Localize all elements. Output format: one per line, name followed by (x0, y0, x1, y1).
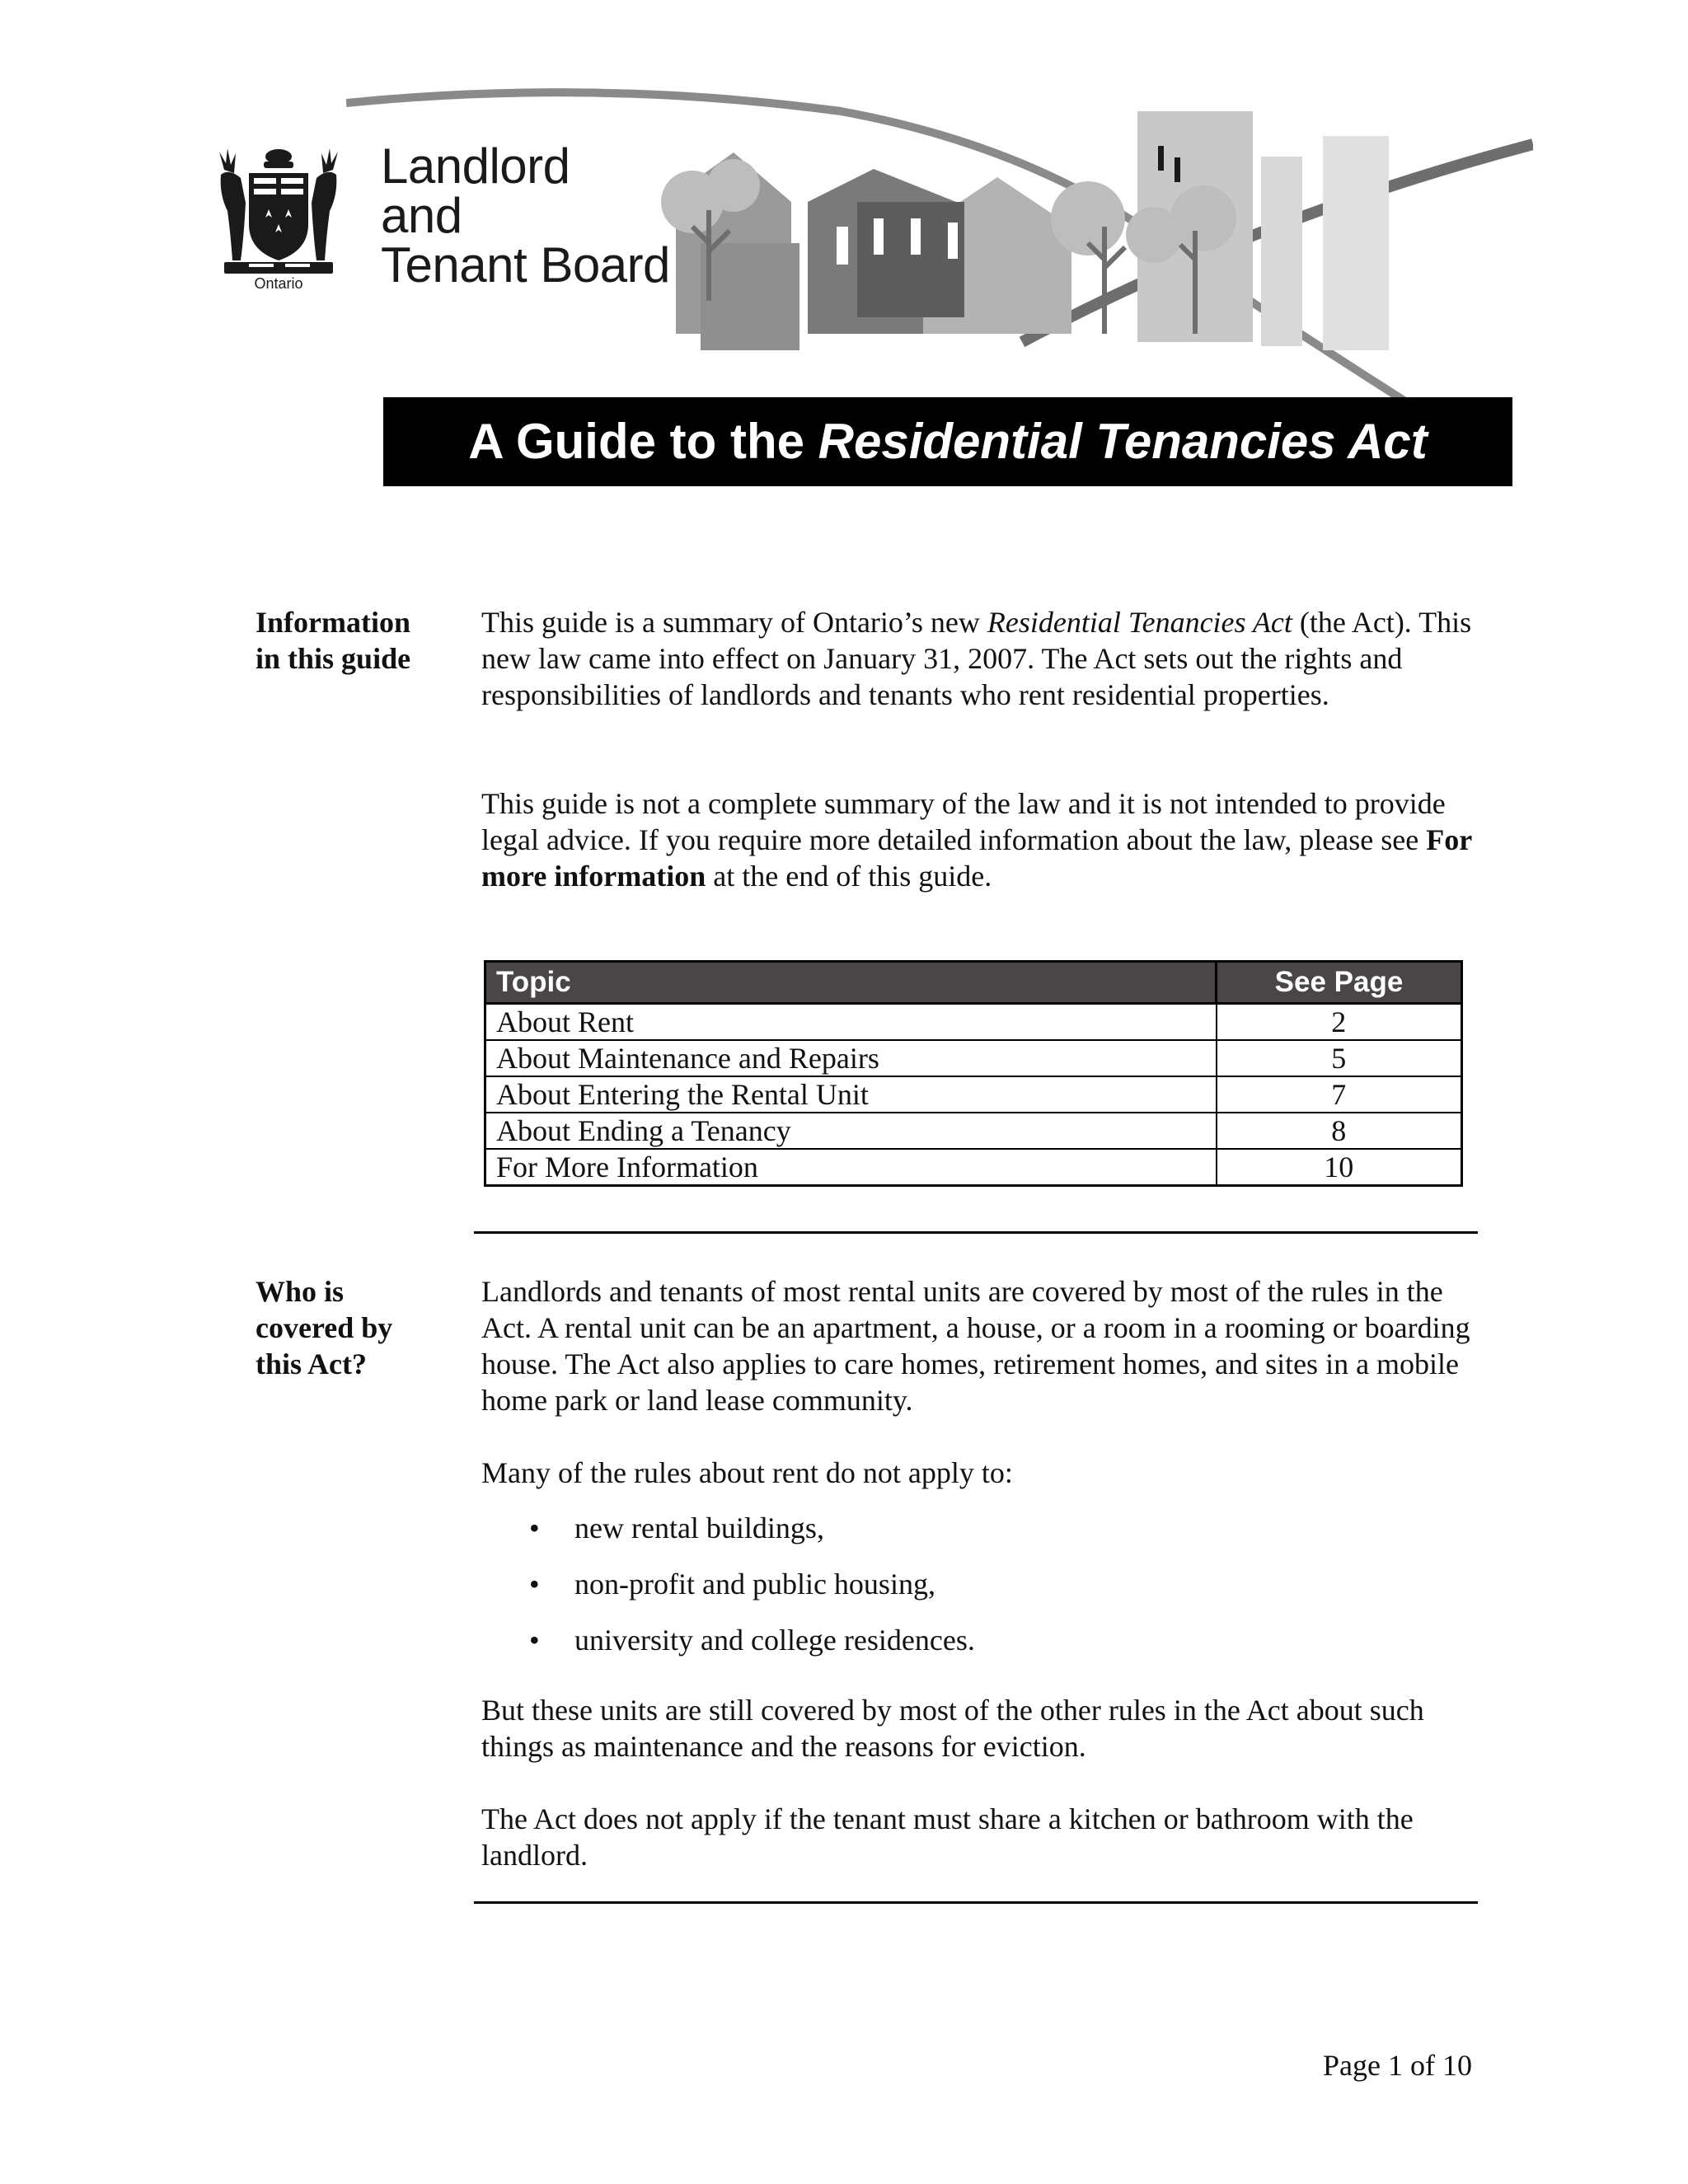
disclaimer-text-pre: This guide is not a complete summary of the law and it is not intended to provide legal advice. If you require more detailed information about the law, please see (481, 787, 1446, 856)
page-number: Page 1 of 10 (1323, 2049, 1472, 2082)
table-header-row (485, 962, 1462, 1004)
crest-caption: Ontario (254, 275, 303, 290)
banner-illustration (346, 87, 1533, 433)
page-cell: 2 (1217, 1004, 1462, 1041)
topic-cell: About Rent (485, 1004, 1217, 1041)
section-divider (474, 1901, 1478, 1904)
document-title (383, 397, 1512, 486)
list-item-text: non-profit and public housing, (574, 1568, 935, 1601)
heading-line: covered by (256, 1311, 393, 1344)
disclaimer-text-post: at the end of this guide. (706, 860, 992, 893)
page-cell: 7 (1217, 1076, 1462, 1113)
logo-line-1: Landlord (381, 138, 570, 194)
intro-paragraph (481, 604, 1479, 713)
topic-cell: About Maintenance and Repairs (485, 1040, 1217, 1076)
list-item-text: new rental buildings, (574, 1511, 824, 1544)
title-prefix: A Guide to the (468, 414, 818, 469)
coverage-paragraph: Landlords and tenants of most rental units are covered by most of the rules in the Act. A rental unit can be an apartment, a house, or a room in a rooming or boarding house. The Act also applies to care homes, retirement homes, and sites in a mobile home park or land lease community. (481, 1275, 1470, 1417)
intro-text-pre: This guide is a summary of Ontario’s new (481, 606, 987, 639)
bullet-icon: • (529, 1568, 540, 1601)
more-info-reference: For more information (481, 823, 1472, 893)
topic-cell: About Entering the Rental Unit (485, 1076, 1217, 1113)
topic-table (484, 960, 1463, 1187)
section-heading-coverage (256, 1273, 453, 1382)
page-cell: 10 (1217, 1149, 1462, 1186)
logo-line-3: Tenant Board (381, 237, 670, 293)
table-row (485, 1149, 1462, 1186)
heading-line: Who is (256, 1275, 345, 1308)
exceptions-list (481, 1510, 1470, 1678)
table-row (485, 1040, 1462, 1076)
act-name: Residential Tenancies Act (987, 606, 1292, 639)
column-header-page: See Page (1217, 962, 1462, 1004)
ontario-crest-logo (216, 145, 341, 290)
list-item (481, 1510, 1470, 1566)
heading-line: Information (256, 606, 410, 639)
disclaimer-paragraph (481, 785, 1479, 894)
topic-cell: For More Information (485, 1149, 1217, 1186)
logo-line-2: and (381, 188, 462, 243)
heading-line: this Act? (256, 1347, 367, 1380)
not-apply-paragraph: The Act does not apply if the tenant must share a kitchen or bathroom with the landlord. (481, 1802, 1414, 1872)
list-item (481, 1622, 1470, 1678)
table-row (485, 1076, 1462, 1113)
topic-cell: About Ending a Tenancy (485, 1113, 1217, 1149)
section-heading-information (256, 604, 453, 677)
intro-text-post: (the Act). This new law came into effect on January 31, 2007. The Act sets out the rights and responsibilities of landlords and tenants who rent residential properties. (481, 606, 1472, 711)
title-italic: Residential Tenancies Act (818, 414, 1428, 469)
list-item-text: university and college residences. (574, 1624, 975, 1657)
column-header-topic: Topic (485, 962, 1217, 1004)
list-item (481, 1566, 1470, 1622)
heading-line: in this guide (256, 642, 411, 675)
still-covered-paragraph: But these units are still covered by most of the other rules in the Act about such things as maintenance and the reasons for eviction. (481, 1694, 1424, 1763)
page-cell: 5 (1217, 1040, 1462, 1076)
page-cell: 8 (1217, 1113, 1462, 1149)
bullet-icon: • (529, 1511, 540, 1544)
table-row (485, 1113, 1462, 1149)
rent-exceptions-intro: Many of the rules about rent do not apply to: (481, 1456, 1013, 1489)
section-divider (474, 1231, 1478, 1234)
bullet-icon: • (529, 1624, 540, 1657)
table-row (485, 1004, 1462, 1041)
